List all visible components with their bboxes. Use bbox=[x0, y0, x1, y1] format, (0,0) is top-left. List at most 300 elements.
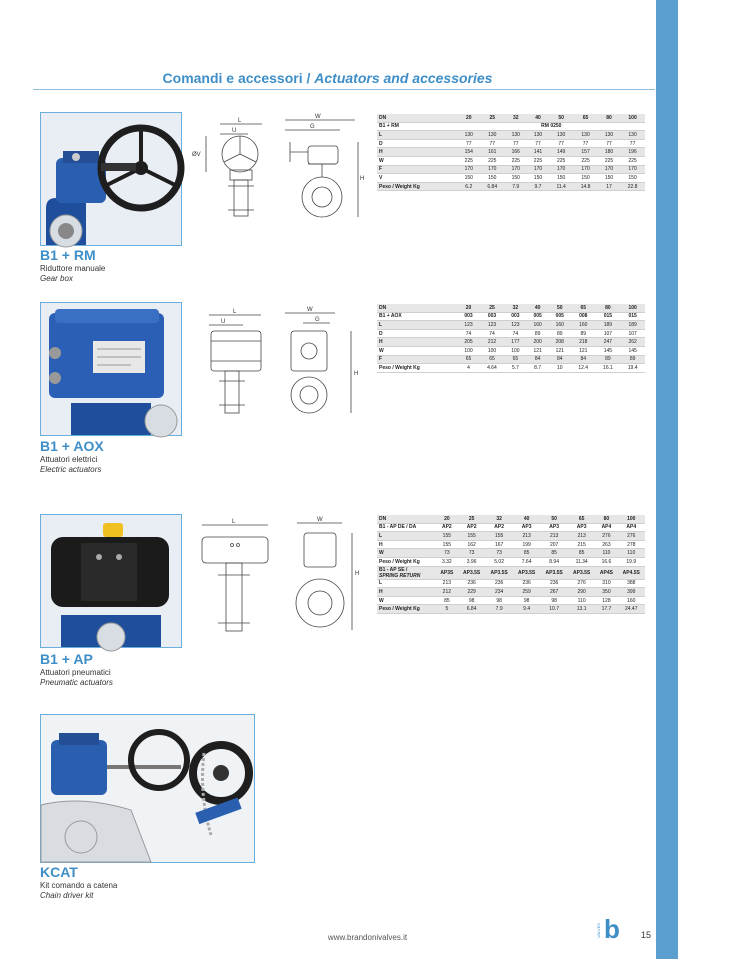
table-cell: AP3 bbox=[540, 523, 568, 532]
table-cell: 267 bbox=[540, 588, 568, 597]
table-cell: 17.7 bbox=[595, 605, 617, 614]
table-cell: 005 bbox=[527, 312, 549, 321]
product-title-kcat: KCAT bbox=[40, 864, 78, 880]
table-cell: 155 bbox=[436, 540, 458, 549]
table-cell: 12.4 bbox=[571, 364, 596, 373]
table-cell: 9.7 bbox=[527, 182, 549, 191]
table-row bbox=[377, 557, 645, 566]
table-cell: 16.6 bbox=[595, 557, 617, 566]
table-cell: 123 bbox=[457, 321, 479, 330]
table-cell: 170 bbox=[573, 165, 598, 174]
table-cell: 14.8 bbox=[573, 182, 598, 191]
table-cell: 276 bbox=[568, 579, 596, 588]
dim-g-aox: G bbox=[315, 317, 320, 323]
table-cell: 145 bbox=[620, 346, 645, 355]
table-cell: 7.9 bbox=[505, 182, 527, 191]
brand-logo bbox=[597, 908, 625, 942]
product-title-ap: B1 + AP bbox=[40, 651, 93, 667]
table-row bbox=[377, 605, 645, 614]
table-cell: 150 bbox=[549, 174, 573, 183]
dim-l-ap: L bbox=[232, 519, 236, 525]
product-title-aox: B1 + AOX bbox=[40, 438, 104, 454]
table-cell: 212 bbox=[436, 588, 458, 597]
table-cell: 40 bbox=[513, 515, 541, 523]
table-cell: 4.64 bbox=[480, 364, 505, 373]
table-cell: AP2 bbox=[485, 523, 513, 532]
table-cell: 259 bbox=[513, 588, 541, 597]
table-row bbox=[377, 131, 645, 140]
product-label-it-kcat: Kit comando a catena bbox=[40, 881, 118, 890]
table-cell: 170 bbox=[480, 165, 505, 174]
table-cell: 162 bbox=[458, 540, 486, 549]
row-label: Peso / Weight Kg bbox=[377, 364, 457, 373]
row-label: H bbox=[377, 588, 436, 597]
table-cell: 388 bbox=[617, 579, 645, 588]
table-cell: 207 bbox=[540, 540, 568, 549]
table-cell: 84 bbox=[527, 355, 549, 364]
table-cell: 3.32 bbox=[436, 557, 458, 566]
table-cell: 005 bbox=[549, 312, 571, 321]
table-cell: 50 bbox=[540, 515, 568, 523]
table-cell: 40 bbox=[527, 304, 549, 312]
table-cell: 130 bbox=[620, 131, 645, 140]
title-english: Actuators and accessories bbox=[314, 70, 493, 86]
dim-w: W bbox=[315, 114, 321, 120]
svg-text:VALVES: VALVES bbox=[596, 923, 601, 938]
table-cell: 161 bbox=[480, 148, 505, 157]
table-cell: 205 bbox=[457, 338, 479, 347]
table-cell: 130 bbox=[573, 131, 598, 140]
table-cell: 80 bbox=[596, 304, 621, 312]
table-cell: 73 bbox=[436, 549, 458, 558]
electric-actuator-photo bbox=[40, 302, 182, 436]
table-cell: 170 bbox=[549, 165, 573, 174]
table-cell: 65 bbox=[504, 355, 526, 364]
table-cell: 399 bbox=[617, 588, 645, 597]
table-cell: 218 bbox=[571, 338, 596, 347]
row-label: H bbox=[377, 338, 457, 347]
dim-w-ap: W bbox=[317, 517, 323, 523]
table-cell: AP3.5S bbox=[485, 566, 513, 579]
table-cell: 8.94 bbox=[540, 557, 568, 566]
table-cell: 155 bbox=[485, 532, 513, 541]
table-cell: 003 bbox=[504, 312, 526, 321]
dim-u-aox: U bbox=[221, 319, 226, 325]
table-cell: 65 bbox=[573, 114, 598, 122]
footer-url[interactable]: www.brandonivalves.it bbox=[327, 933, 408, 942]
dim-h: H bbox=[360, 176, 365, 182]
row-label: B1 - AP SE / SPRING RETURN bbox=[377, 566, 436, 579]
table-cell: 40 bbox=[527, 114, 549, 122]
table-cell: 7.9 bbox=[485, 605, 513, 614]
table-cell: 170 bbox=[458, 165, 480, 174]
svg-text:b: b bbox=[604, 914, 620, 944]
table-row bbox=[377, 156, 645, 165]
table-cell: 150 bbox=[458, 174, 480, 183]
row-label: Peso / Weight Kg bbox=[377, 182, 458, 191]
page-number: 15 bbox=[641, 930, 652, 940]
table-cell: 98 bbox=[540, 596, 568, 605]
table-cell: 77 bbox=[620, 139, 645, 148]
product-title-rm: B1 + RM bbox=[40, 247, 96, 263]
row-label: DN bbox=[377, 304, 457, 312]
table-cell: 141 bbox=[527, 148, 549, 157]
table-cell: 150 bbox=[505, 174, 527, 183]
table-cell: 20 bbox=[457, 304, 479, 312]
table-cell: 225 bbox=[527, 156, 549, 165]
table-cell: 213 bbox=[540, 532, 568, 541]
table-cell: 19.4 bbox=[620, 364, 645, 373]
table-cell: 154 bbox=[458, 148, 480, 157]
table-cell: 262 bbox=[620, 338, 645, 347]
product-label-en-ap: Pneumatic actuators bbox=[40, 678, 113, 687]
table-cell: 6.2 bbox=[458, 182, 480, 191]
table-cell: 155 bbox=[436, 532, 458, 541]
table-row bbox=[377, 523, 645, 532]
table-row bbox=[377, 174, 645, 183]
gearbox-technical-drawing bbox=[190, 112, 365, 224]
row-label: DN bbox=[377, 515, 436, 523]
row-label: L bbox=[377, 131, 458, 140]
table-cell: 150 bbox=[573, 174, 598, 183]
table-cell: AP4 bbox=[617, 523, 645, 532]
table-row bbox=[377, 549, 645, 558]
dim-l: L bbox=[238, 118, 242, 124]
table-cell: 350 bbox=[595, 588, 617, 597]
dim-v: ØV bbox=[192, 152, 201, 158]
table-cell: 123 bbox=[480, 321, 505, 330]
table-cell: 225 bbox=[505, 156, 527, 165]
table-cell: 20 bbox=[436, 515, 458, 523]
table-cell: AP2 bbox=[458, 523, 486, 532]
row-label: D bbox=[377, 329, 457, 338]
table-row bbox=[377, 532, 645, 541]
table-cell: 278 bbox=[617, 540, 645, 549]
table-cell: 110 bbox=[568, 596, 596, 605]
product-label-it-aox: Attuatori elettrici bbox=[40, 455, 98, 464]
table-cell: 80 bbox=[595, 515, 617, 523]
table-cell: 003 bbox=[457, 312, 479, 321]
table-cell: 85 bbox=[513, 549, 541, 558]
table-cell: 65 bbox=[480, 355, 505, 364]
table-header-row bbox=[377, 114, 645, 122]
table-cell: 89 bbox=[571, 329, 596, 338]
dim-u: U bbox=[232, 128, 237, 134]
table-cell: 32 bbox=[504, 304, 526, 312]
table-cell: 4 bbox=[457, 364, 479, 373]
table-row bbox=[377, 346, 645, 355]
table-row bbox=[377, 540, 645, 549]
table-cell: 77 bbox=[458, 139, 480, 148]
page-side-stripe bbox=[656, 0, 678, 959]
table-cell: 225 bbox=[458, 156, 480, 165]
table-cell: 213 bbox=[436, 579, 458, 588]
table-cell: 89 bbox=[596, 355, 621, 364]
table-cell: 236 bbox=[458, 579, 486, 588]
table-cell: 107 bbox=[596, 329, 621, 338]
table-cell: 10 bbox=[549, 364, 571, 373]
table-cell: 225 bbox=[480, 156, 505, 165]
table-cell: 7.64 bbox=[513, 557, 541, 566]
dim-l-aox: L bbox=[233, 309, 237, 315]
table-cell: AP3.5S bbox=[568, 566, 596, 579]
table-header-row bbox=[377, 304, 645, 312]
table-cell: 225 bbox=[549, 156, 573, 165]
table-cell: 98 bbox=[485, 596, 513, 605]
table-cell: 74 bbox=[480, 329, 505, 338]
table-cell: 73 bbox=[458, 549, 486, 558]
table-cell: 25 bbox=[480, 304, 505, 312]
header-divider bbox=[33, 89, 655, 90]
table-cell: AP4S bbox=[595, 566, 617, 579]
table-cell: 225 bbox=[573, 156, 598, 165]
table-cell: 32 bbox=[505, 114, 527, 122]
table-cell: 130 bbox=[598, 131, 620, 140]
row-label: H bbox=[377, 148, 458, 157]
table-cell: 77 bbox=[480, 139, 505, 148]
table-cell: 6.84 bbox=[458, 605, 486, 614]
spec-table-ap bbox=[377, 515, 645, 614]
dim-w-aox: W bbox=[307, 307, 313, 313]
table-cell: 77 bbox=[527, 139, 549, 148]
table-cell: 170 bbox=[527, 165, 549, 174]
product-label-en-kcat: Chain driver kit bbox=[40, 891, 94, 900]
table-cell: 236 bbox=[540, 579, 568, 588]
table-cell: 276 bbox=[595, 532, 617, 541]
row-label: Peso / Weight Kg bbox=[377, 557, 436, 566]
row-label: B1 + RM bbox=[377, 122, 458, 131]
table-cell: 150 bbox=[620, 174, 645, 183]
table-cell: AP4.5S bbox=[617, 566, 645, 579]
table-cell: 5 bbox=[436, 605, 458, 614]
table-cell: 100 bbox=[620, 114, 645, 122]
table-row bbox=[377, 321, 645, 330]
table-cell: 196 bbox=[620, 148, 645, 157]
table-cell: 11.34 bbox=[568, 557, 596, 566]
row-label: B1 + AOX bbox=[377, 312, 457, 321]
row-label: H bbox=[377, 540, 436, 549]
table-cell: 110 bbox=[595, 549, 617, 558]
row-label: L bbox=[377, 321, 457, 330]
table-cell: 160 bbox=[549, 321, 571, 330]
table-cell: 121 bbox=[549, 346, 571, 355]
table-cell: 145 bbox=[596, 346, 621, 355]
table-cell: 25 bbox=[458, 515, 486, 523]
table-cell: 150 bbox=[598, 174, 620, 183]
table-cell: 77 bbox=[549, 139, 573, 148]
table-cell: 166 bbox=[505, 148, 527, 157]
product-label-it-rm: Riduttore manuale bbox=[40, 264, 106, 273]
table-cell: RM 0250 bbox=[458, 122, 645, 131]
table-row bbox=[377, 364, 645, 373]
table-cell: 98 bbox=[513, 596, 541, 605]
table-cell: 213 bbox=[568, 532, 596, 541]
row-label: F bbox=[377, 165, 458, 174]
table-cell: 200 bbox=[527, 338, 549, 347]
table-cell: 100 bbox=[457, 346, 479, 355]
row-label: F bbox=[377, 355, 457, 364]
table-cell: 19.9 bbox=[617, 557, 645, 566]
table-cell: 130 bbox=[480, 131, 505, 140]
table-cell: 24.47 bbox=[617, 605, 645, 614]
table-cell: 229 bbox=[458, 588, 486, 597]
table-cell: AP3 bbox=[568, 523, 596, 532]
table-cell: 150 bbox=[480, 174, 505, 183]
table-cell: 121 bbox=[527, 346, 549, 355]
gearbox-photo bbox=[40, 112, 182, 246]
row-label: L bbox=[377, 579, 436, 588]
table-cell: 11.4 bbox=[549, 182, 573, 191]
table-cell: 98 bbox=[458, 596, 486, 605]
table-cell: 77 bbox=[598, 139, 620, 148]
row-label: W bbox=[377, 549, 436, 558]
product-label-en-rm: Gear box bbox=[40, 274, 73, 283]
table-cell: 225 bbox=[620, 156, 645, 165]
row-label: DN bbox=[377, 114, 458, 122]
table-header-row bbox=[377, 515, 645, 523]
table-cell: 180 bbox=[598, 148, 620, 157]
table-cell: 107 bbox=[620, 329, 645, 338]
table-row bbox=[377, 165, 645, 174]
table-cell: 199 bbox=[513, 540, 541, 549]
table-row bbox=[377, 566, 645, 579]
row-label: W bbox=[377, 346, 457, 355]
table-cell: 213 bbox=[513, 532, 541, 541]
table-cell: AP3.5S bbox=[458, 566, 486, 579]
table-cell: 50 bbox=[549, 114, 573, 122]
table-cell: 263 bbox=[595, 540, 617, 549]
table-cell: 77 bbox=[573, 139, 598, 148]
table-cell: 80 bbox=[598, 114, 620, 122]
table-row bbox=[377, 139, 645, 148]
table-cell: AP4 bbox=[595, 523, 617, 532]
product-label-en-aox: Electric actuators bbox=[40, 465, 102, 474]
table-cell: AP3S bbox=[436, 566, 458, 579]
table-row bbox=[377, 122, 645, 131]
electric-actuator-technical-drawing bbox=[195, 305, 365, 417]
table-cell: 100 bbox=[617, 515, 645, 523]
table-cell: 65 bbox=[571, 304, 596, 312]
table-cell: 177 bbox=[504, 338, 526, 347]
page-title bbox=[0, 70, 655, 86]
table-cell: 215 bbox=[568, 540, 596, 549]
table-cell: 65 bbox=[457, 355, 479, 364]
table-cell: 100 bbox=[620, 304, 645, 312]
table-row bbox=[377, 355, 645, 364]
table-cell: 310 bbox=[595, 579, 617, 588]
row-label: V bbox=[377, 174, 458, 183]
table-row bbox=[377, 329, 645, 338]
table-cell: 212 bbox=[480, 338, 505, 347]
table-cell: 73 bbox=[485, 549, 513, 558]
table-cell: 50 bbox=[549, 304, 571, 312]
table-cell: 150 bbox=[527, 174, 549, 183]
row-label: Peso / Weight Kg bbox=[377, 605, 436, 614]
table-cell: 6.84 bbox=[480, 182, 505, 191]
spec-table-aox bbox=[377, 304, 645, 373]
table-cell: 74 bbox=[457, 329, 479, 338]
table-cell: 189 bbox=[596, 321, 621, 330]
table-cell: 157 bbox=[573, 148, 598, 157]
table-cell: 3.96 bbox=[458, 557, 486, 566]
table-cell: 170 bbox=[620, 165, 645, 174]
table-cell: 008 bbox=[571, 312, 596, 321]
table-cell: 85 bbox=[540, 549, 568, 558]
table-cell: 84 bbox=[571, 355, 596, 364]
table-cell: 130 bbox=[527, 131, 549, 140]
table-cell: 89 bbox=[620, 355, 645, 364]
table-cell: 85 bbox=[568, 549, 596, 558]
table-cell: 130 bbox=[549, 131, 573, 140]
table-cell: 89 bbox=[527, 329, 549, 338]
row-label: B1 - AP DE / DA bbox=[377, 523, 436, 532]
table-cell: 5.7 bbox=[504, 364, 526, 373]
table-cell: 16.1 bbox=[596, 364, 621, 373]
table-cell: 170 bbox=[505, 165, 527, 174]
table-cell: 123 bbox=[504, 321, 526, 330]
row-label: D bbox=[377, 139, 458, 148]
table-cell: AP2 bbox=[436, 523, 458, 532]
table-cell: 160 bbox=[527, 321, 549, 330]
table-cell: AP3 bbox=[513, 523, 541, 532]
table-cell: 225 bbox=[598, 156, 620, 165]
table-cell: 85 bbox=[436, 596, 458, 605]
row-label: W bbox=[377, 156, 458, 165]
table-cell: 25 bbox=[480, 114, 505, 122]
table-row bbox=[377, 148, 645, 157]
table-cell: 155 bbox=[458, 532, 486, 541]
table-cell: 17 bbox=[598, 182, 620, 191]
table-cell: 015 bbox=[596, 312, 621, 321]
chain-kit-photo bbox=[40, 714, 255, 863]
table-cell: 167 bbox=[485, 540, 513, 549]
title-italian: Comandi e accessori / bbox=[162, 70, 311, 86]
table-cell: 10.7 bbox=[540, 605, 568, 614]
table-cell: 247 bbox=[596, 338, 621, 347]
product-label-it-ap: Attuatori pneumatici bbox=[40, 668, 111, 677]
table-row bbox=[377, 579, 645, 588]
table-cell: 130 bbox=[458, 131, 480, 140]
table-cell: 65 bbox=[568, 515, 596, 523]
table-row bbox=[377, 596, 645, 605]
table-cell: 74 bbox=[504, 329, 526, 338]
table-cell: 22.8 bbox=[620, 182, 645, 191]
table-cell: 110 bbox=[617, 549, 645, 558]
table-cell: 5.02 bbox=[485, 557, 513, 566]
dim-h-aox: H bbox=[354, 371, 359, 377]
table-cell: 290 bbox=[568, 588, 596, 597]
table-cell: 20 bbox=[458, 114, 480, 122]
table-cell: 236 bbox=[513, 579, 541, 588]
pneumatic-actuator-technical-drawing bbox=[192, 515, 364, 645]
table-cell: 77 bbox=[505, 139, 527, 148]
table-cell: 100 bbox=[480, 346, 505, 355]
table-cell: 170 bbox=[598, 165, 620, 174]
table-cell: AP3.5S bbox=[540, 566, 568, 579]
table-cell: 276 bbox=[617, 532, 645, 541]
spec-table-rm bbox=[377, 114, 645, 191]
table-cell: 100 bbox=[504, 346, 526, 355]
dim-h-ap: H bbox=[355, 571, 360, 577]
table-cell: 9.4 bbox=[513, 605, 541, 614]
table-row bbox=[377, 182, 645, 191]
table-cell: 189 bbox=[620, 321, 645, 330]
table-cell: 89 bbox=[549, 329, 571, 338]
table-cell: 32 bbox=[485, 515, 513, 523]
table-row bbox=[377, 588, 645, 597]
table-cell: 208 bbox=[549, 338, 571, 347]
table-row bbox=[377, 338, 645, 347]
